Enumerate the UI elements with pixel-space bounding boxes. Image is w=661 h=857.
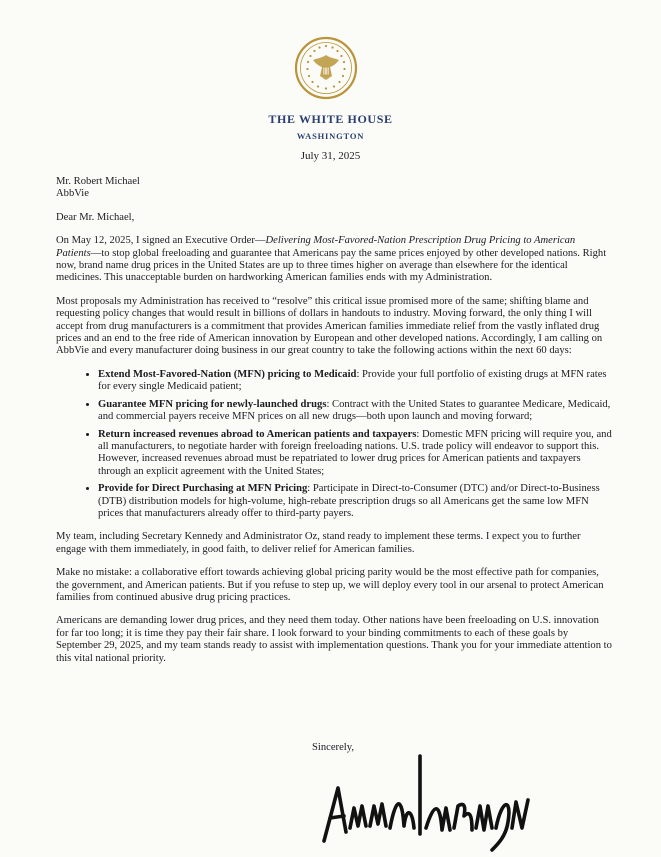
action-item	[98, 429, 612, 479]
action-title: Guarantee MFN pricing for newly-launched drugs	[98, 398, 327, 410]
letterhead-city: WASHINGTON	[296, 131, 365, 141]
action-text: : Participate in Direct-to-Consumer (DTC) and/or Direct-to-Business (DTB) distribution models for high-volume, high-rebate prescription drugs so all Americans get the same low MFN prices that manufacturers already offer to third-party payers.	[98, 483, 600, 519]
action-title: Extend Most-Favored-Nation (MFN) pricing to Medicaid	[98, 368, 357, 380]
action-title: Provide for Direct Purchasing at MFN Pricing	[98, 483, 308, 495]
paragraph-2: Most proposals my Administration has received to “resolve” this critical issue promised more of the same; shifting blame and requesting policy changes that would result in billions of dollars in handouts to industry. Moving forward, the only thing I will accept from drug manufacturers is a commitment that provides American families immediate relief from the vastly inflated drug prices and an end to the free ride of American innovation by European and other developed nations. Accordingly, I am calling on AbbVie and every manufacturer doing business in our great country to take the following actions within the next 60 days:	[56, 295, 603, 357]
action-text: : Contract with the United States to guarantee Medicare, Medicaid, and commercial payers receive MFN prices on all new drugs—both upon launch and moving forward;	[98, 398, 611, 423]
paragraph-1-start: On May 12, 2025, I signed an Executive Order—	[56, 235, 266, 247]
action-item	[98, 369, 612, 394]
paragraph-5: Americans are demanding lower drug prices, and they need them today. Other nations have been freeloading on U.S. innovation for far too long; it is time they pay their fair share. I look forward to your binding commitments to each of these goals by September 29, 2025, and my team stands ready to assist with implementation questions. Thank you for your immediate attention to this vital national priority.	[56, 615, 612, 664]
recipient-address	[56, 176, 612, 201]
presidential-seal-icon	[294, 36, 358, 100]
paragraph-1-end: —to stop global freeloading and guarantee that Americans pay the same prices enjoyed by other developed nations. Right now, brand name drug prices in the United States are up to three times higher on average than elsewhere for the identical medicines. This unacceptable burden on hardworking American families ends with my Administration.	[56, 247, 607, 284]
action-item	[98, 483, 612, 520]
recipient-name: Mr. Robert Michael	[56, 176, 140, 187]
paragraph-4: Make no mistake: a collaborative effort towards achieving global pricing parity would be the most effective path for companies, the government, and American patients. But if you refuse to step up, we will deploy every tool in our arsenal to protect American families from continued abusive drug pricing practices.	[56, 567, 604, 603]
paragraph-1	[56, 235, 612, 285]
paragraph-3: My team, including Secretary Kennedy and Administrator Oz, stand ready to implement these terms. I expect you to further engage with them immediately, in good faith, to deliver relief for American families.	[56, 531, 581, 555]
salutation: Dear Mr. Michael,	[56, 211, 135, 223]
recipient-company: AbbVie	[56, 188, 89, 200]
action-text: : Domestic MFN pricing will require you, and all manufacturers, to negotiate harder with foreign freeloading nations. U.S. trade policy will endeavor to support this. However, increased revenues abroad must be repatriated to lower drug prices for American patients and taxpayers through an explicit agreement with the United States;	[98, 428, 612, 477]
action-list	[56, 369, 612, 520]
action-text: : Provide your full portfolio of existing drugs at MFN rates for every single Medicaid patient;	[98, 368, 607, 393]
action-title: Return increased revenues abroad to American patients and taxpayers	[98, 428, 417, 440]
letter-body	[56, 176, 612, 676]
executive-order-title: Delivering Most-Favored-Nation Prescription Drug Pricing to American Patients	[56, 235, 576, 259]
action-item	[98, 399, 612, 424]
letterhead-title: THE WHITE HOUSE	[268, 112, 393, 126]
letter-date: July 31, 2025	[300, 150, 361, 162]
closing: Sincerely,	[312, 742, 354, 753]
handwritten-signature-icon	[316, 736, 536, 856]
